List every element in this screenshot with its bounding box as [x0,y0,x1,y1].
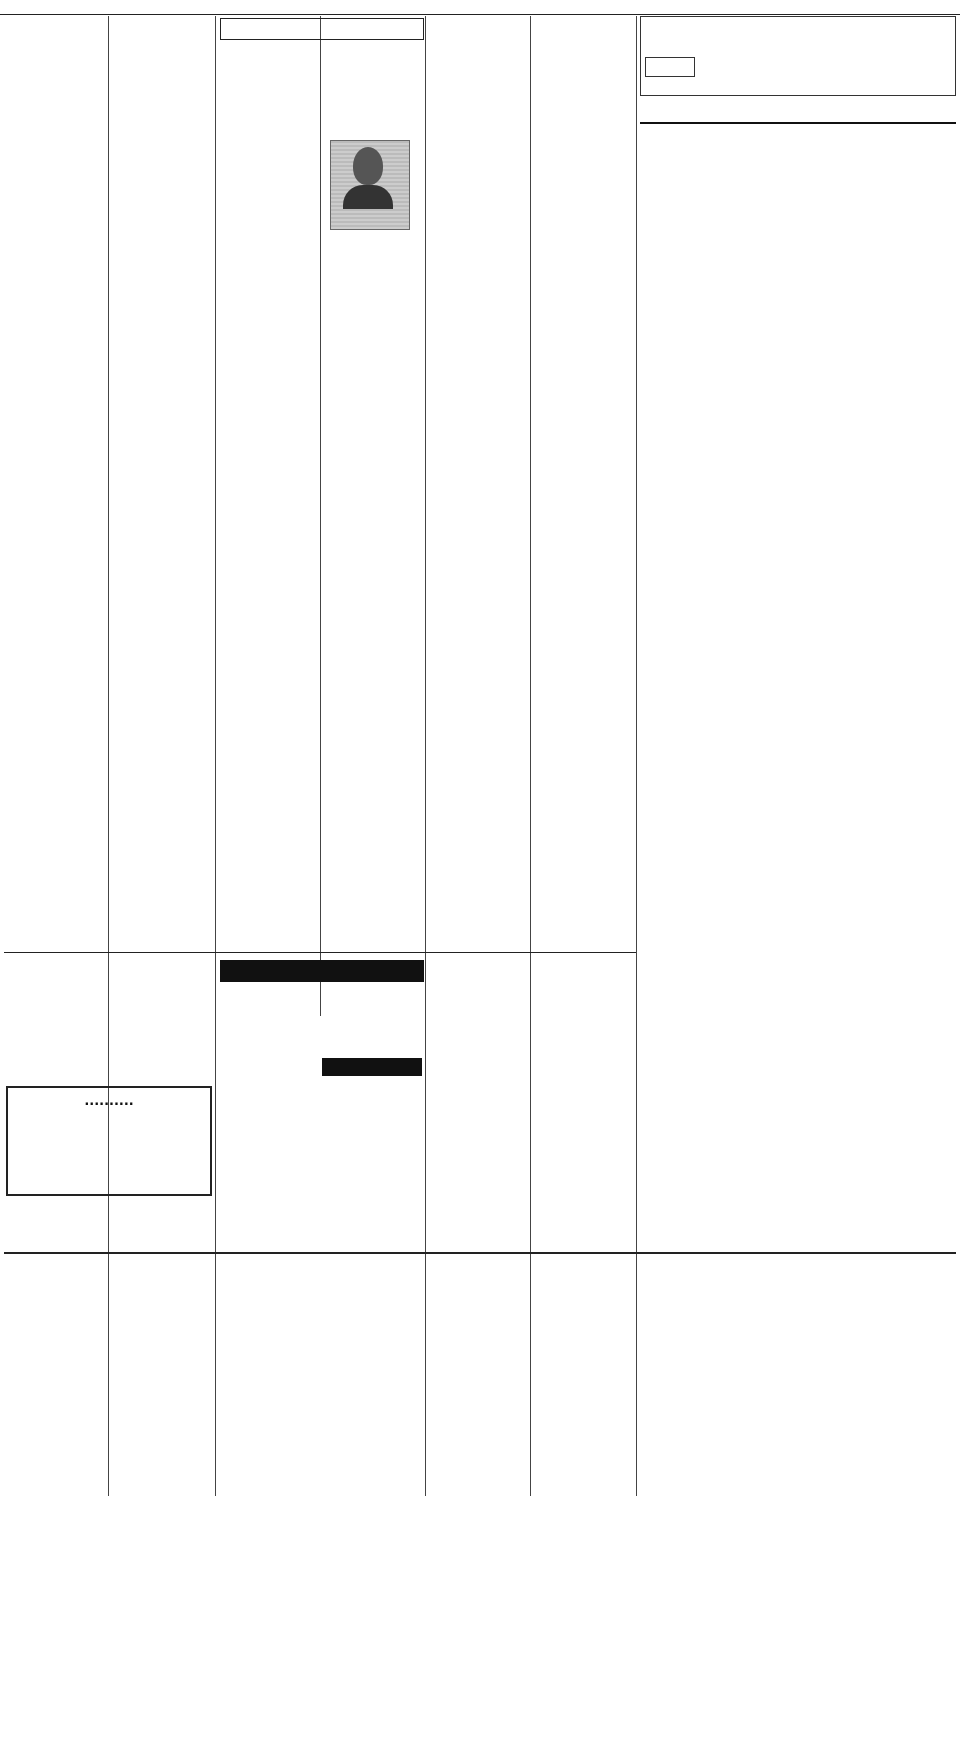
mout-text-2 [324,1090,424,1246]
column-text-5 [112,18,212,948]
columnist-photo [330,140,410,230]
page-number [0,0,960,14]
column-text-3 [428,18,528,978]
mout-text-1 [220,986,320,1246]
masthead [640,16,956,96]
palestine-headline [220,18,424,40]
column-text-left-mid [4,960,214,1080]
mout-author-name [322,1058,422,1076]
editorial-text [640,128,956,1648]
imtiaz-text [428,960,632,1240]
column-text-6 [4,18,106,948]
mout-headline [220,960,424,982]
editorial-headline [640,100,956,124]
palestine-text-1 [220,44,320,944]
qudrat-text [534,36,632,996]
top-rule [0,14,960,15]
masthead-stamp [645,57,695,77]
column-text-left-low [4,1200,214,1246]
poem-box: .......... [6,1086,212,1196]
palestine-text-2 [324,246,424,946]
